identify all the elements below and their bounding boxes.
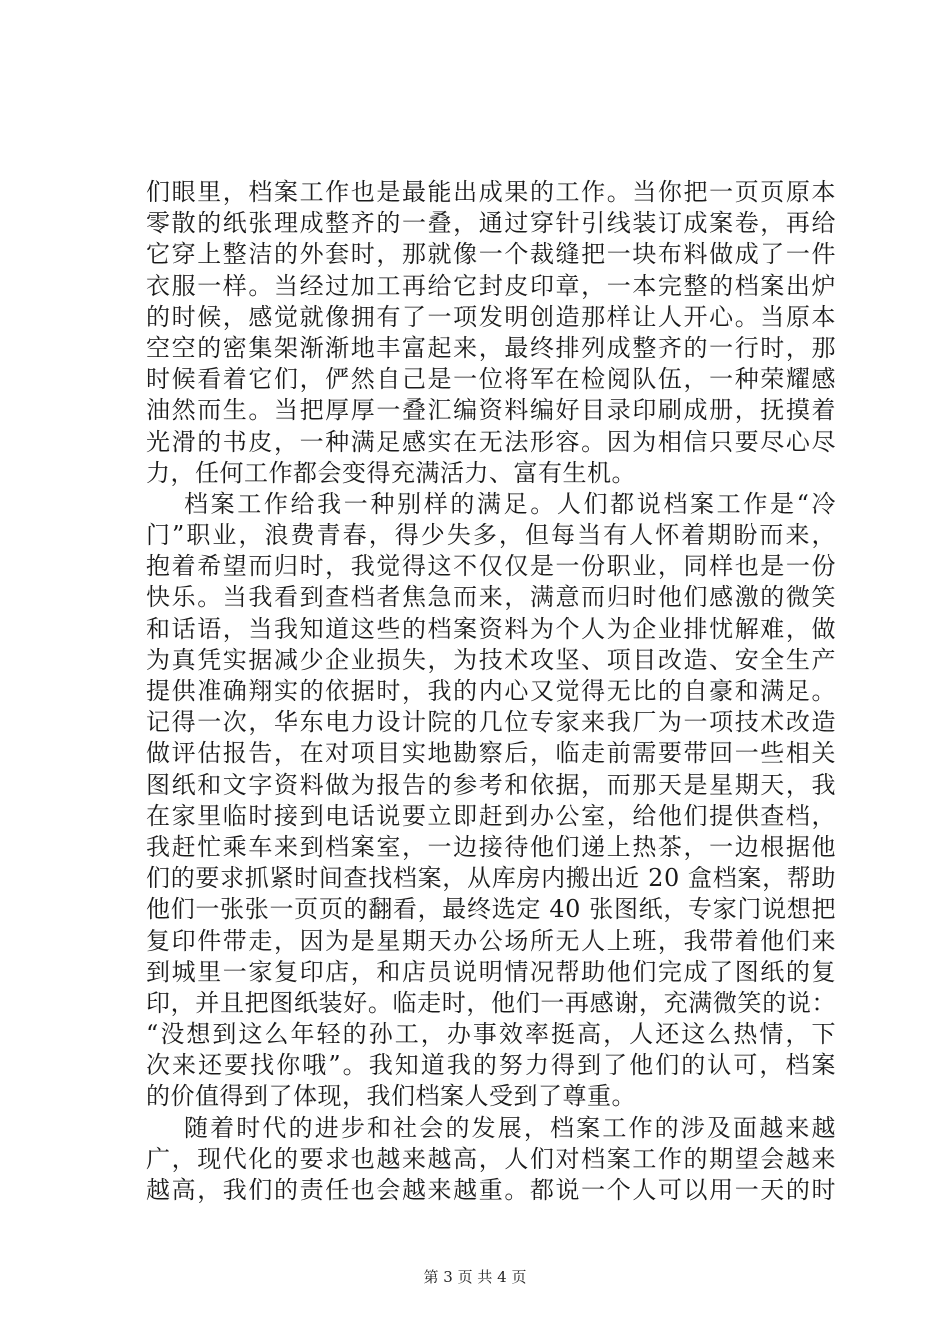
text-line: 它穿上整洁的外套时，那就像一个裁缝把一块布料做成了一件 <box>146 240 836 269</box>
text-line: 油然而生。当把厚厚一叠汇编资料编好目录印刷成册，抚摸着 <box>146 396 836 425</box>
text-line: 越高，我们的责任也会越来越重。都说一个人可以用一天的时 <box>146 1176 836 1204</box>
body-text <box>146 177 836 1206</box>
text-line: 为真凭实据减少企业损失，为技术攻坚、项目改造、安全生产 <box>146 645 836 674</box>
page-footer: 第 3 页 共 4 页 <box>423 1268 527 1286</box>
text-line: 力，任何工作都会变得充满活力、富有生机。 <box>146 458 636 487</box>
text-line: 零散的纸张理成整齐的一叠，通过穿针引线装订成案卷，再给 <box>146 209 836 238</box>
text-line: 们眼里，档案工作也是最能出成果的工作。当你把一页页原本 <box>146 178 836 206</box>
text-line: 的时候，感觉就像拥有了一项发明创造那样让人开心。当原本 <box>146 302 836 331</box>
text-line: 广，现代化的要求也越来越高，人们对档案工作的期望会越来 <box>146 1144 836 1173</box>
text-line: 随着时代的进步和社会的发展，档案工作的涉及面越来越 <box>184 1113 836 1142</box>
text-line: 门”职业，浪费青春，得少失多，但每当有人怀着期盼而来， <box>146 521 836 550</box>
text-line: 复印件带走，因为是星期天办公场所无人上班，我带着他们来 <box>146 926 836 955</box>
text-line: 图纸和文字资料做为报告的参考和依据，而那天是星期天，我 <box>146 770 836 799</box>
text-line: 时候看着它们，俨然自己是一位将军在检阅队伍，一种荣耀感 <box>146 365 836 394</box>
text-line: 衣服一样。当经过加工再给它封皮印章，一本完整的档案出炉 <box>146 271 836 300</box>
text-line: 档案工作给我一种别样的满足。人们都说档案工作是“冷 <box>184 489 836 518</box>
text-line: 我赶忙乘车来到档案室，一边接待他们递上热茶，一边根据他 <box>146 832 836 861</box>
text-line: 到城里一家复印店，和店员说明情况帮助他们完成了图纸的复 <box>146 957 836 986</box>
text-line: 抱着希望而归时，我觉得这不仅仅是一份职业，同样也是一份 <box>146 552 836 581</box>
text-line: 做评估报告，在对项目实地勘察后，临走前需要带回一些相关 <box>146 739 836 768</box>
text-line: 印，并且把图纸装好。临走时，他们一再感谢，充满微笑的说： <box>146 988 836 1017</box>
text-line: 和话语，当我知道这些的档案资料为个人为企业排忧解难，做 <box>146 614 836 643</box>
text-line: 的价值得到了体现，我们档案人受到了尊重。 <box>146 1082 636 1111</box>
text-line: 他们一张张一页页的翻看，最终选定 40 张图纸，专家门说想把 <box>146 895 836 924</box>
text-line: 光滑的书皮，一种满足感实在无法形容。因为相信只要尽心尽 <box>146 427 836 456</box>
text-line: 次来还要找你哦”。我知道我的努力得到了他们的认可，档案 <box>146 1051 836 1080</box>
text-line: “没想到这么年轻的孙工，办事效率挺高，人还这么热情，下 <box>146 1020 836 1049</box>
text-line: 空空的密集架渐渐地丰富起来，最终排列成整齐的一行时，那 <box>146 333 836 362</box>
text-line: 们的要求抓紧时间查找档案，从库房内搬出近 20 盒档案，帮助 <box>146 864 836 893</box>
text-line: 提供准确翔实的依据时，我的内心又觉得无比的自豪和满足。 <box>146 677 836 705</box>
text-line: 记得一次，华东电力设计院的几位专家来我厂为一项技术改造 <box>146 708 836 737</box>
text-line: 快乐。当我看到查档者焦急而来，满意而归时他们感激的微笑 <box>146 583 836 612</box>
text-line: 在家里临时接到电话说要立即赶到办公室，给他们提供查档， <box>146 801 836 830</box>
